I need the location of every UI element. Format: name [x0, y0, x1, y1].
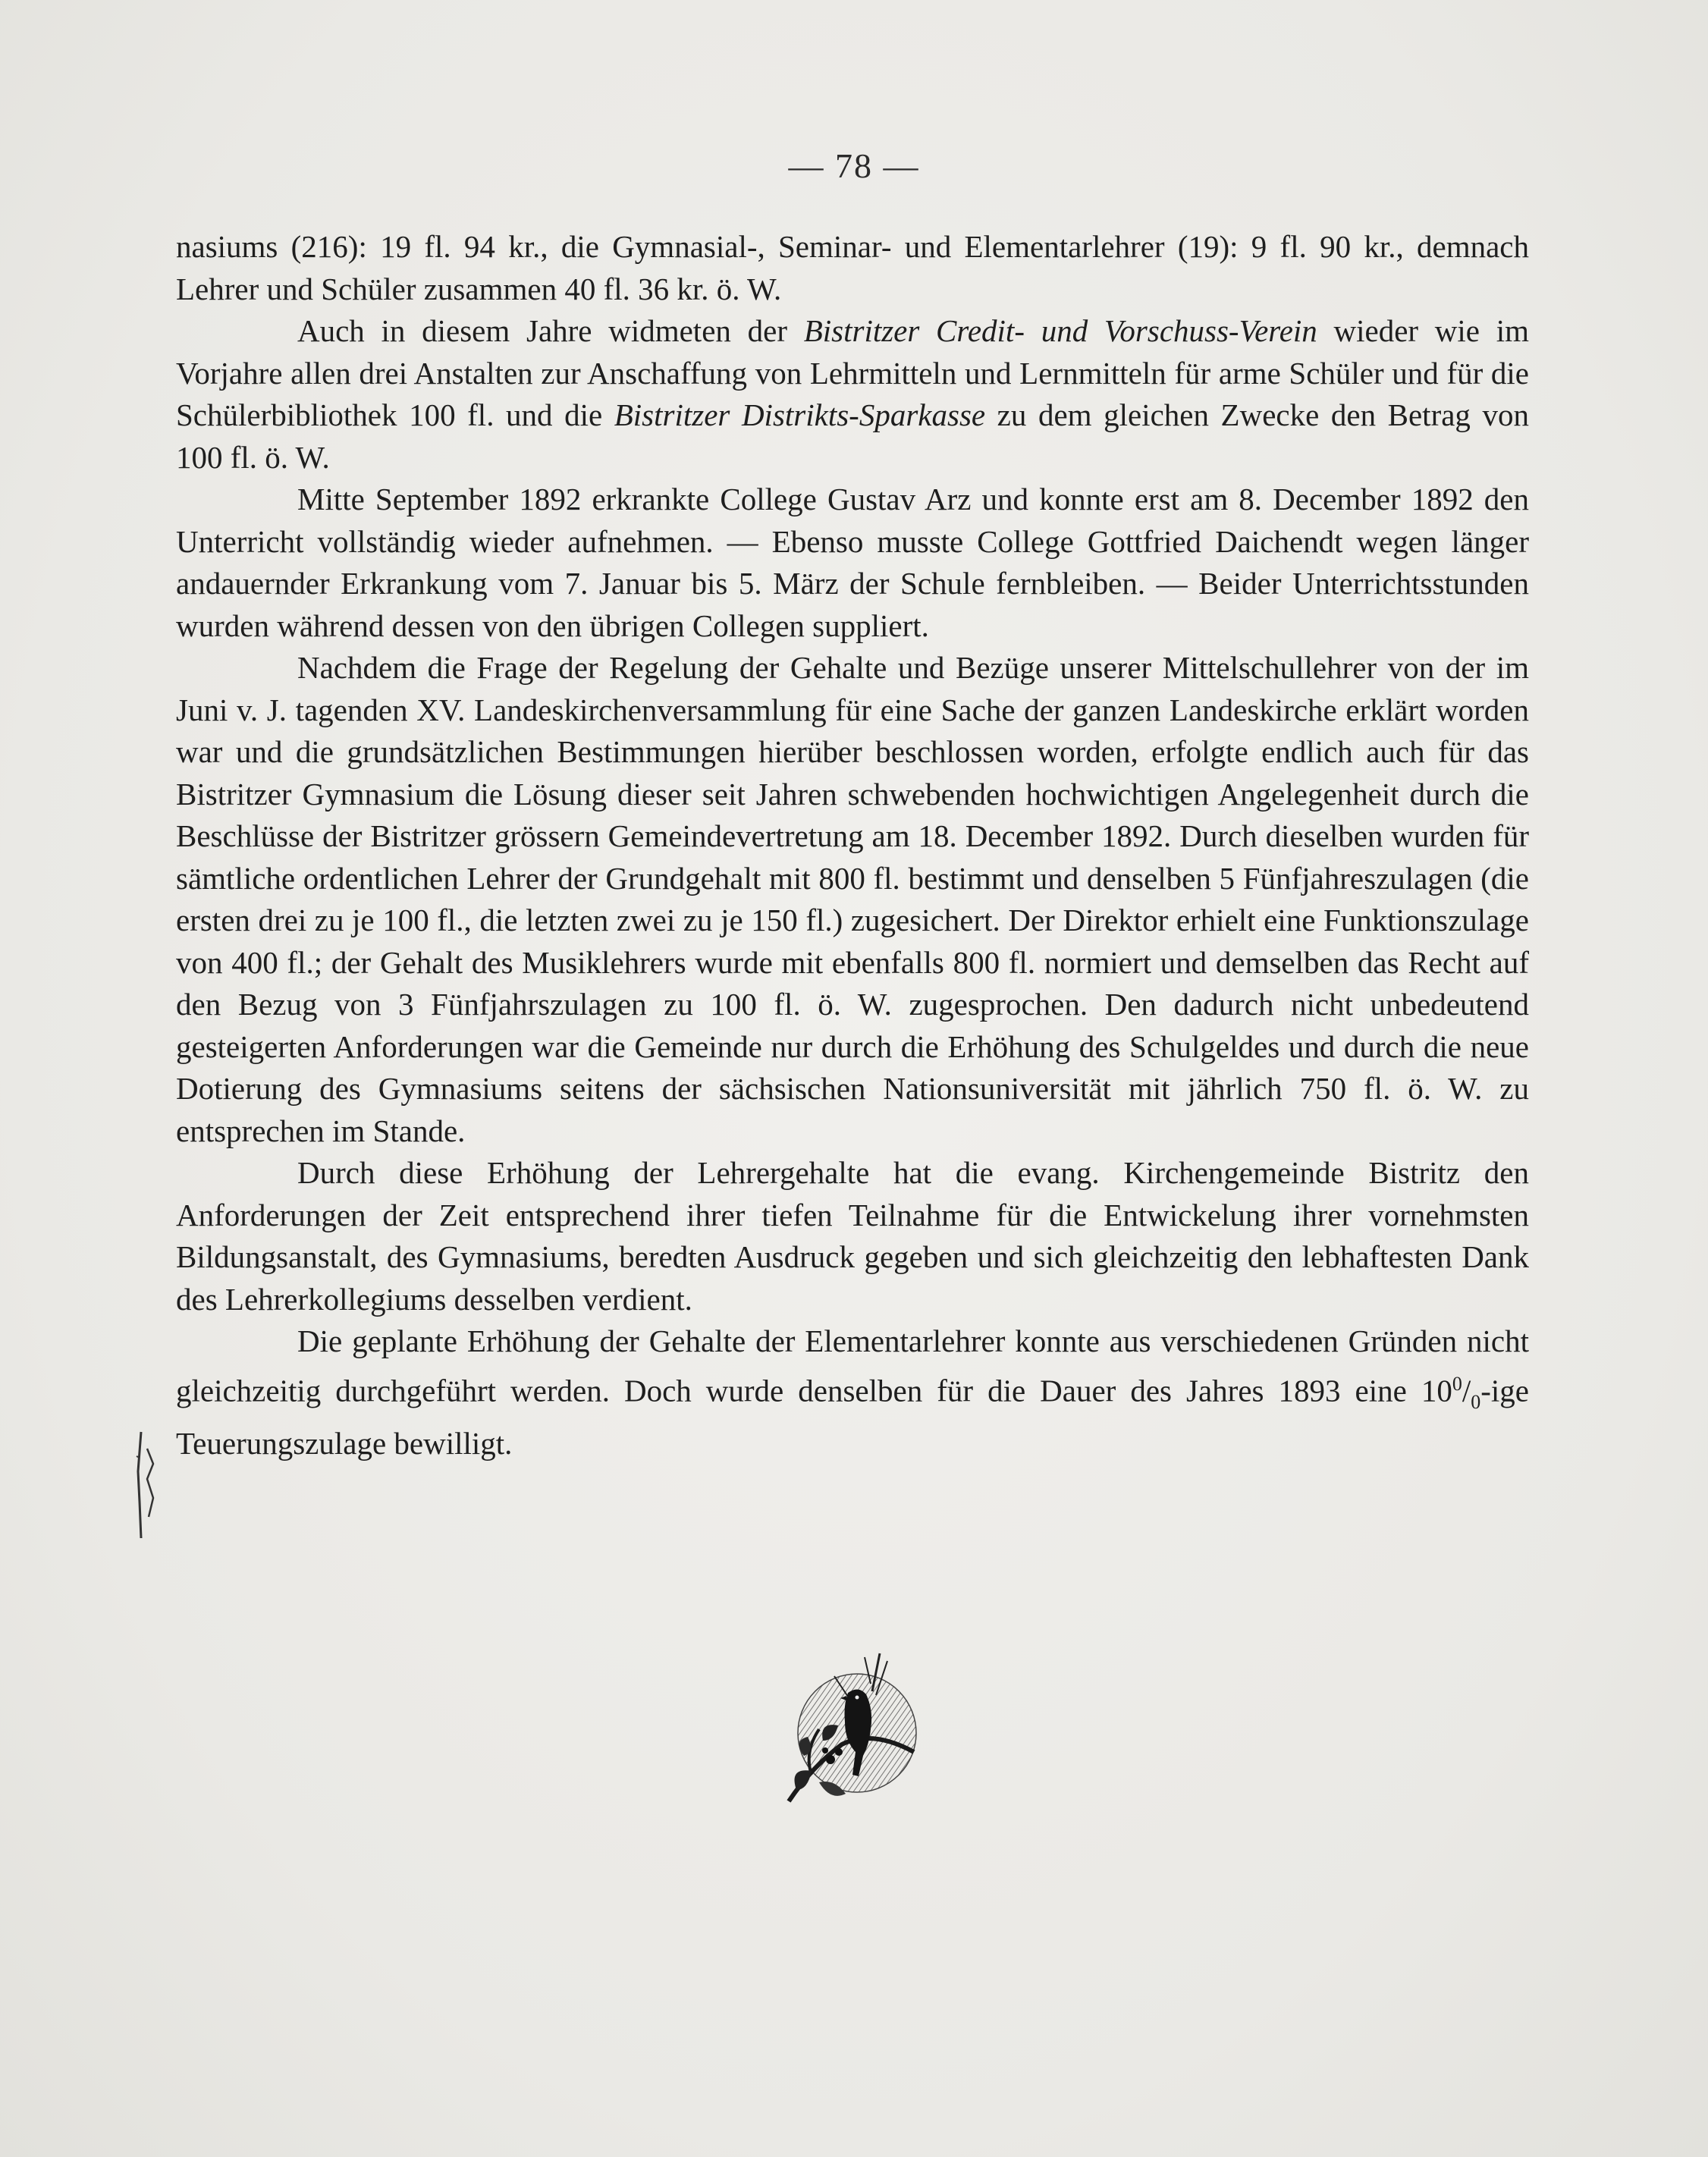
paragraph-1 [176, 310, 1529, 479]
paragraph-1-part-c: zu dem gleichen Zwecke den Betrag von 100 fl. ö. W. [176, 397, 1529, 475]
bird-on-branch-vignette-icon [766, 1638, 940, 1813]
paragraph-1-part-a: Auch in diesem Jahre widmeten der [297, 313, 804, 348]
page-number: — 78 — [788, 146, 920, 185]
paragraph-5-part-a: Die geplante Erhöhung der Gehalte der Elementarlehrer konnte aus verschiedenen Gründen nicht gleichzeitig durchgeführt werden. Doch wurde denselben für die Dauer des Jahres 1893 eine 10 [176, 1323, 1529, 1408]
credit-verein-name: Bistritzer Credit- und Vorschuss-Verein [803, 313, 1317, 348]
paragraph-4: Durch diese Erhöhung der Lehrergehalte hat die evang. Kirchengemeinde Bistritz den Anforderungen der Zeit entsprechend ihrer tiefen Teilnahme für die Entwickelung ihrer vornehmsten Bildungsanstalt, des Gymnasiums, beredten Ausdruck gegeben und sich gleichzeitig den lebhaftesten Dank des Lehrerkollegiums desselben verdient. [176, 1155, 1529, 1317]
paragraph-2: Mitte September 1892 erkrankte College Gustav Arz und konnte erst am 8. December 1892 den Unterricht vollständig wieder aufnehmen. — Ebenso musste College Gottfried Daichendt wegen länger andauernder Erkrankung vom 7. Januar bis 5. März der Schule fernbleiben. — Beider Unterrichtsstunden wurden während dessen von den übrigen Collegen suppliert. [176, 482, 1529, 643]
percent-sup: 0 [1452, 1372, 1462, 1395]
paragraph-1-part-b: wieder wie im Vorjahre allen drei Anstalten zur Anschaffung von Lehrmitteln und Lernmitteln für arme Schüler und für die Schülerbibliothek 100 fl. und die [176, 313, 1530, 432]
pencil-margin-mark-icon [130, 1426, 161, 1540]
paragraph-5 [176, 1320, 1529, 1465]
sparkasse-name: Bistritzer Distrikts-Sparkasse [614, 397, 986, 432]
paragraph-5-part-b: -ige Teuerungszulage bewilligt. [176, 1373, 1529, 1461]
body-text [176, 226, 1529, 1465]
percent-slash: / [1462, 1373, 1471, 1408]
paragraph-3: Nachdem die Frage der Regelung der Gehalte und Bezüge unserer Mittelschullehrer von der im Juni v. J. tagenden XV. Landeskirchenversammlung für eine Sache der ganzen Landeskirche erklärt worden war und die grundsätzlichen Bestimmungen hierüber beschlossen worden, erfolgte endlich auch für das Bistritzer Gymnasium die Lösung dieser seit Jahren schwebenden hochwichtigen Angelegenheit durch die Beschlüsse der Bistritzer grössern Gemeindevertretung am 18. December 1892. Durch dieselben wurden für sämtliche ordentlichen Lehrer der Grundgehalt mit 800 fl. bestimmt und denselben 5 Fünfjahreszulagen (die ersten drei zu je 100 fl., die letzten zwei zu je 150 fl.) zugesichert. Der Direktor erhielt eine Funktionszulage von 400 fl.; der Gehalt des Musiklehrers wurde mit ebenfalls 800 fl. normiert und demselben das Recht auf den Bezug von 3 Fünfjahrszulagen zu 100 fl. ö. W. zugesprochen. Den dadurch nicht unbedeutend gesteigerten Anforderungen war die Gemeinde nur durch die Erhöhung des Schulgeldes und durch die neue Dotierung des Gymnasiums seitens der sächsischen Nationsuniversität mit jährlich 750 fl. ö. W. zu entsprechen im Stande. [176, 650, 1529, 1148]
percent-sub: 0 [1471, 1390, 1481, 1413]
paragraph-0: nasiums (216): 19 fl. 94 kr., die Gymnasial-, Seminar- und Elementarlehrer (19): 9 fl. 90 kr., demnach Lehrer und Schüler zusammen 40 fl. 36 kr. ö. W. [176, 229, 1529, 306]
